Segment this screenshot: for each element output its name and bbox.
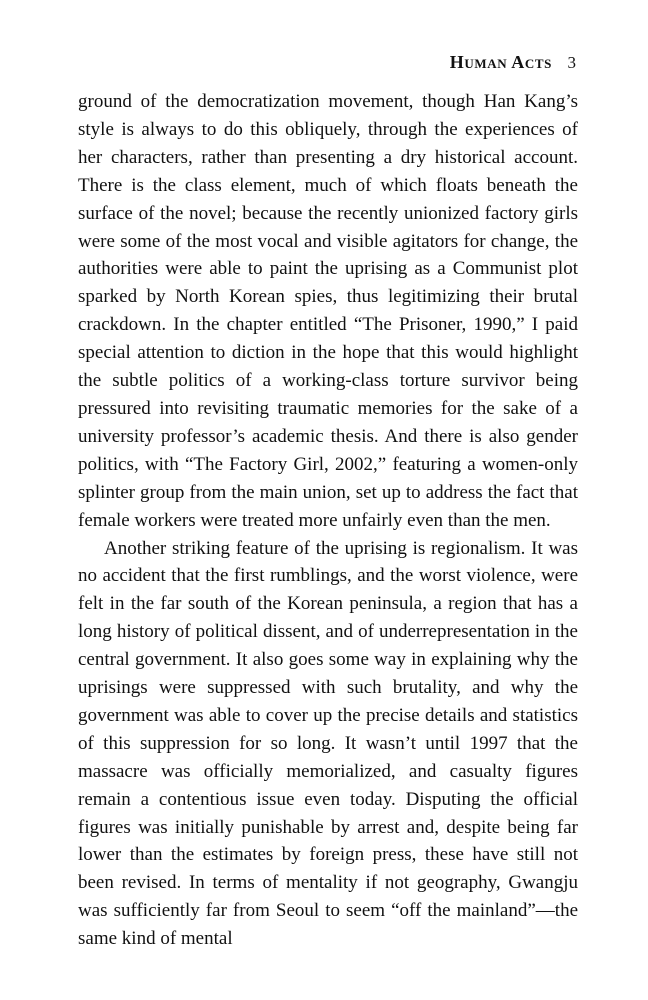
paragraph-regionalism: Another striking feature of the uprising is regionalism. It was no accident that the first rumblings, and the worst violence, were felt in the far south of the Korean peninsula, a region that has a long history of political dissent, and of underrepresentation in the central government. It also goes some way in explaining why the uprisings were suppressed with such brutality, and why the government was able to cover up the precise details and statistics of this suppression for so long. It wasn’t until 1997 that the massacre was officially memorialized, and casualty figures remain a contentious issue even today. Disputing the official figures was initially punishable by arrest and, despite being far lower than the estimates by foreign press, these have still not been revised. In terms of mentality if not geography, Gwangju was sufficiently far from Seoul to seem “off the mainland”—the same kind of mental xyxy=(78,537,578,950)
paragraph-continued: ground of the democratization movement, though Han Kang’s style is always to do this obliquely, through the experiences of her characters, rather than presenting a dry historical account. There is the class element, much of which floats beneath the surface of the novel; because the recently unionized factory girls were some of the most vocal and visible agitators for change, the authorities were able to paint the uprising as a Communist plot sparked by North Korean spies, thus legitimizing their brutal crackdown. In the chapter entitled “The Prisoner, 1990,” I paid special attention to diction in the hope that this would highlight the subtle politics of a working-class torture survivor being pressured into revisiting traumatic memories for the sake of a university professor’s academic thesis. And there is also gender politics, with “The Factory Girl, 2002,” featuring a women-only splinter group from the main union, set up to address the fact that female workers were treated more unfairly even than the men. xyxy=(78,91,578,531)
running-head-title: Human Acts xyxy=(449,52,552,72)
running-head xyxy=(0,52,648,74)
page-number: 3 xyxy=(567,53,576,72)
body-text xyxy=(78,88,578,953)
